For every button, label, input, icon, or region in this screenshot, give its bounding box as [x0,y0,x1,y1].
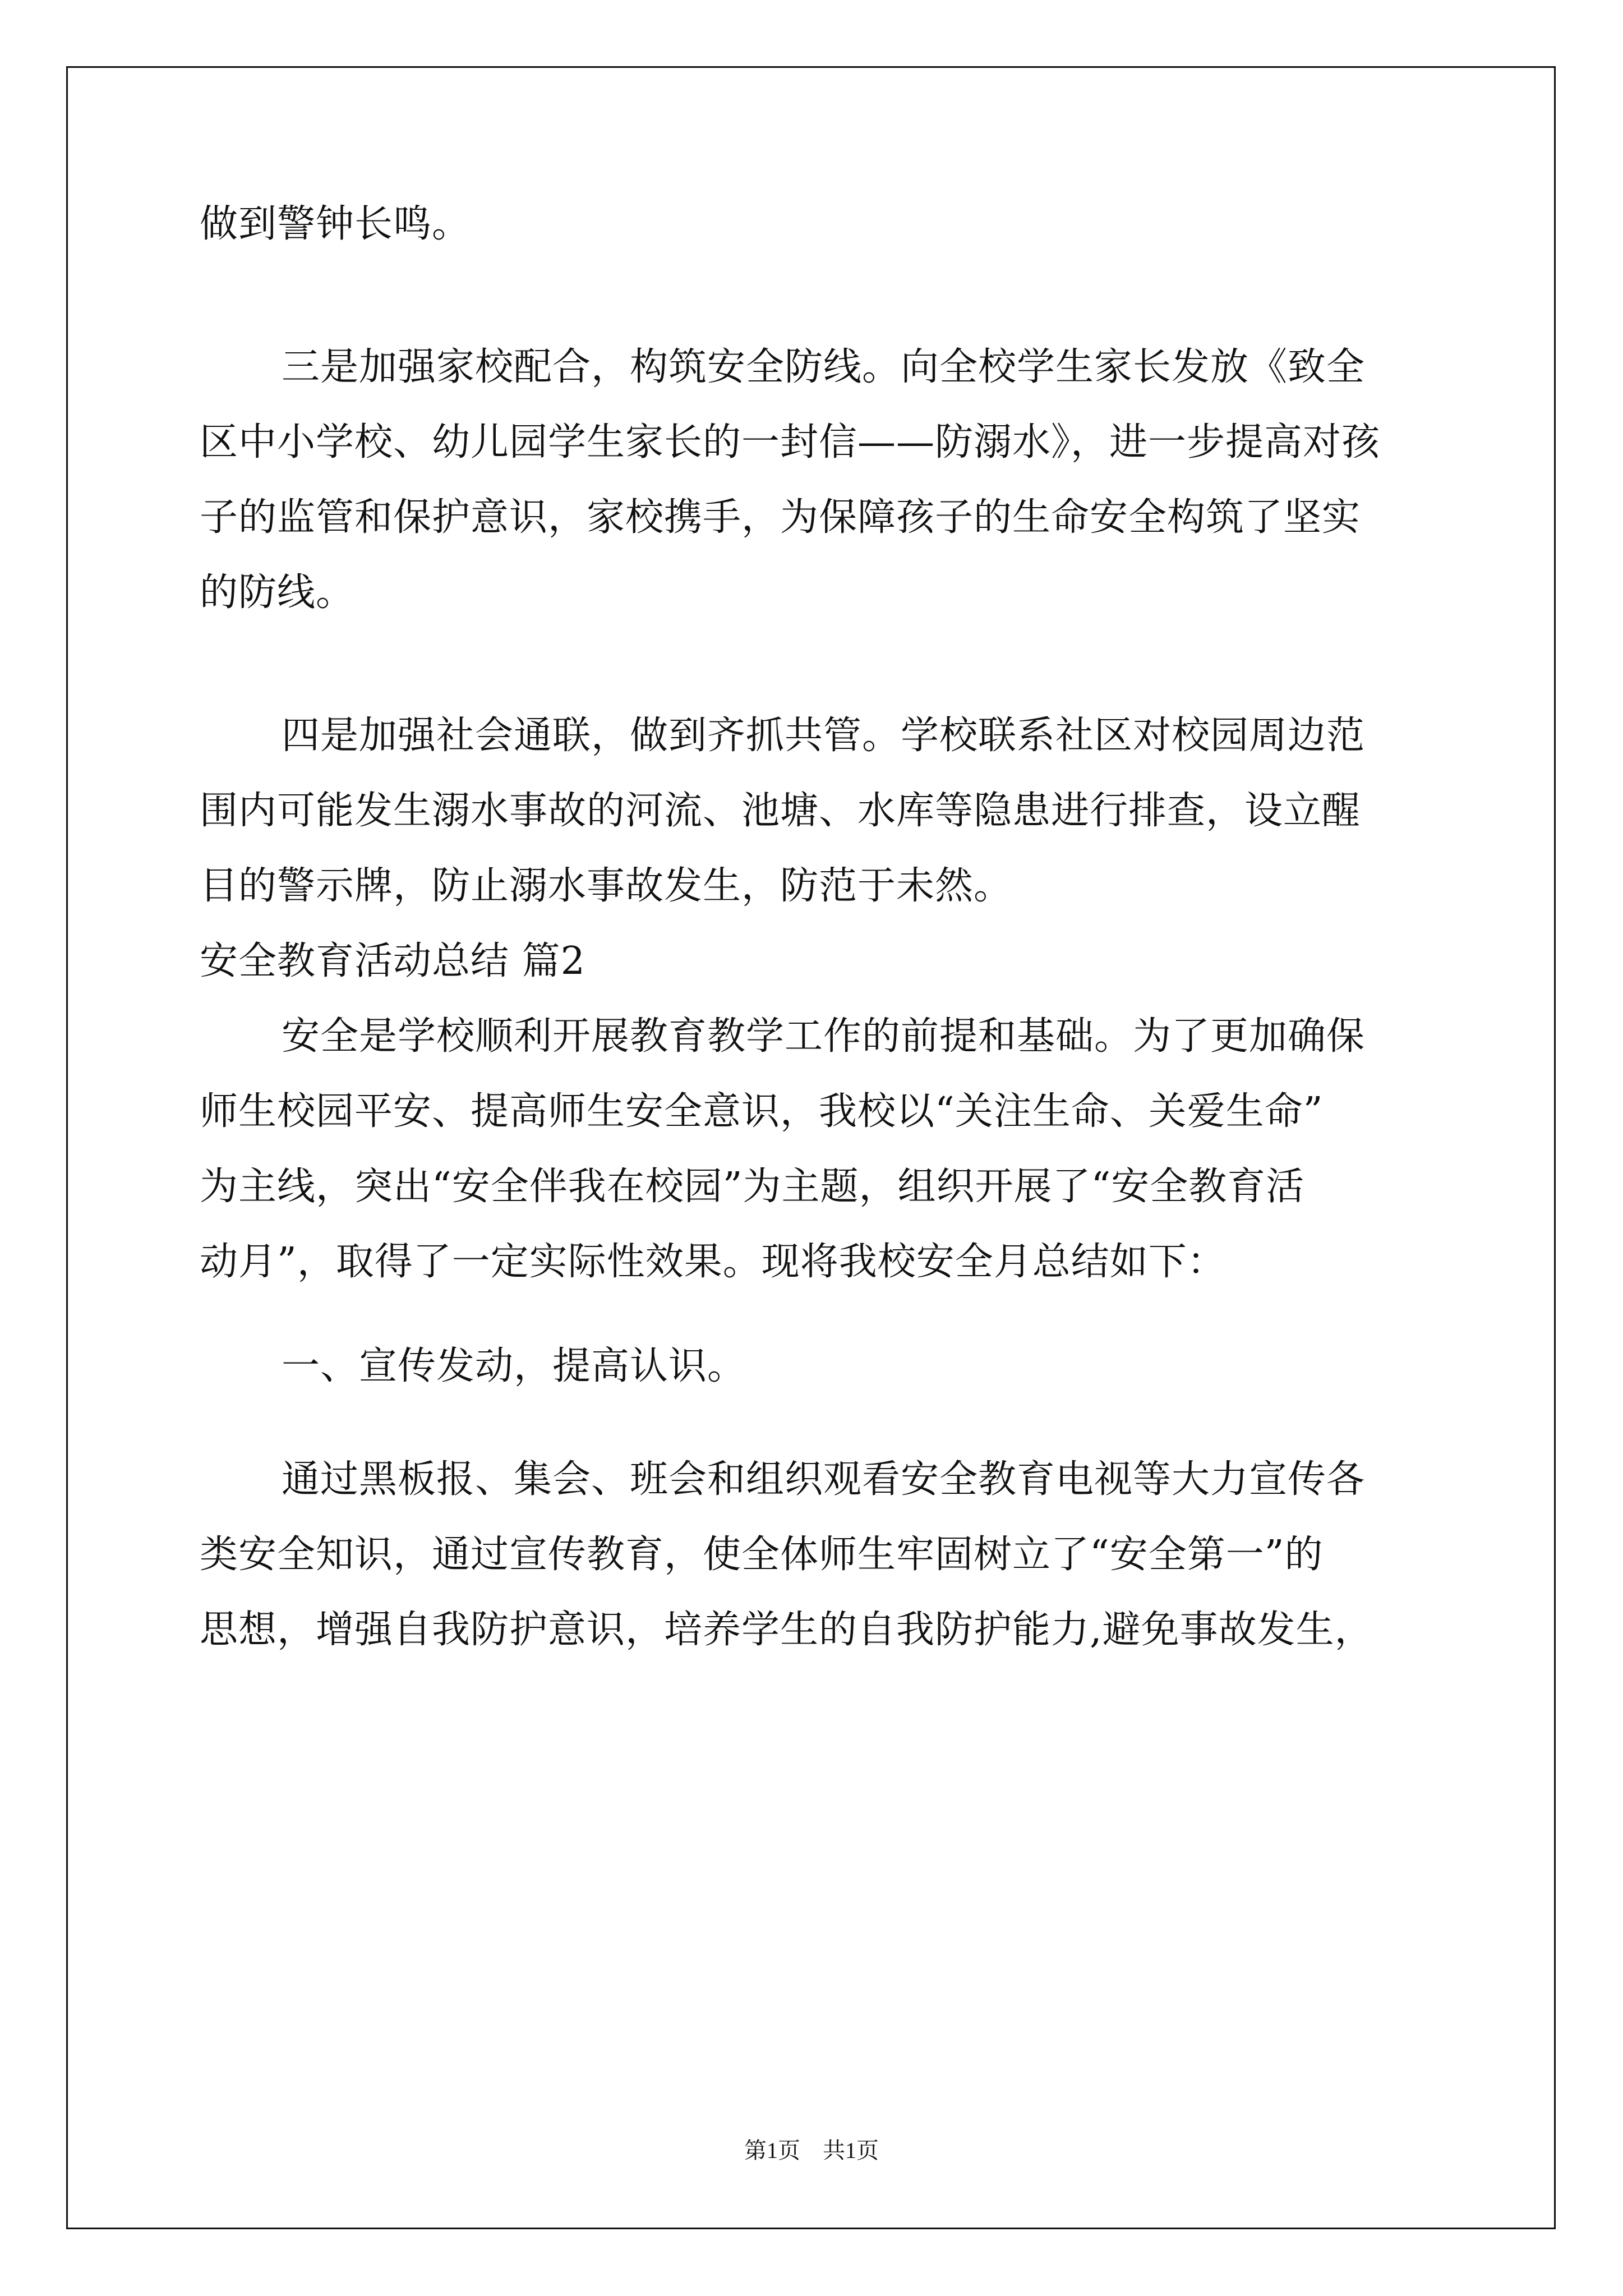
text-line: 的防线。 [200,570,355,615]
text-line: 动月”，取得了一定实际性效果。现将我校安全月总结如下： [200,1240,1226,1284]
text-line: 做到警钟长鸣。 [200,202,471,246]
text-line: 思想，增强自我防护意识，培养学生的自我防护能力,避免事故发生， [200,1608,1373,1652]
text-line: 目的警示牌，防止溺水事故发生，防范于未然。 [200,864,1013,908]
text-line: 为主线，突出“安全伴我在校园”为主题，组织开展了“安全教育活 [200,1165,1305,1209]
text-line: 师生校园平安、提高师生安全意识，我校以“关注生命、关爱生命” [200,1089,1324,1134]
text-line: 类安全知识，通过宣传教育，使全体师生牢固树立了“安全第一”的 [200,1533,1324,1577]
paragraph-first-line: 四是加强社会通联，做到齐抓共管。学校联系社区对校园周边范 [282,714,1366,758]
paragraph-first-line: 三是加强家校配合，构筑安全防线。向全校学生家长发放《致全 [282,345,1366,389]
paragraph-first-line: 通过黑板报、集会、班会和组织观看安全教育电视等大力宣传各 [282,1457,1366,1502]
subheading: 一、宣传发动，提高认识。 [282,1344,746,1388]
page-footer: 第1页 共1页 [744,2138,879,2163]
text-line: 围内可能发生溺水事故的河流、池塘、水库等隐患进行排查，设立醒 [200,789,1361,833]
text-line: 子的监管和保护意识，家校携手，为保障孩子的生命安全构筑了坚实 [200,495,1361,540]
text-line: 区中小学校、幼儿园学生家长的一封信——防溺水》，进一步提高对孩 [200,420,1381,464]
section-heading: 安全教育活动总结 篇2 [200,939,585,983]
paragraph-first-line: 安全是学校顺利开展教育教学工作的前提和基础。为了更加确保 [282,1014,1366,1059]
